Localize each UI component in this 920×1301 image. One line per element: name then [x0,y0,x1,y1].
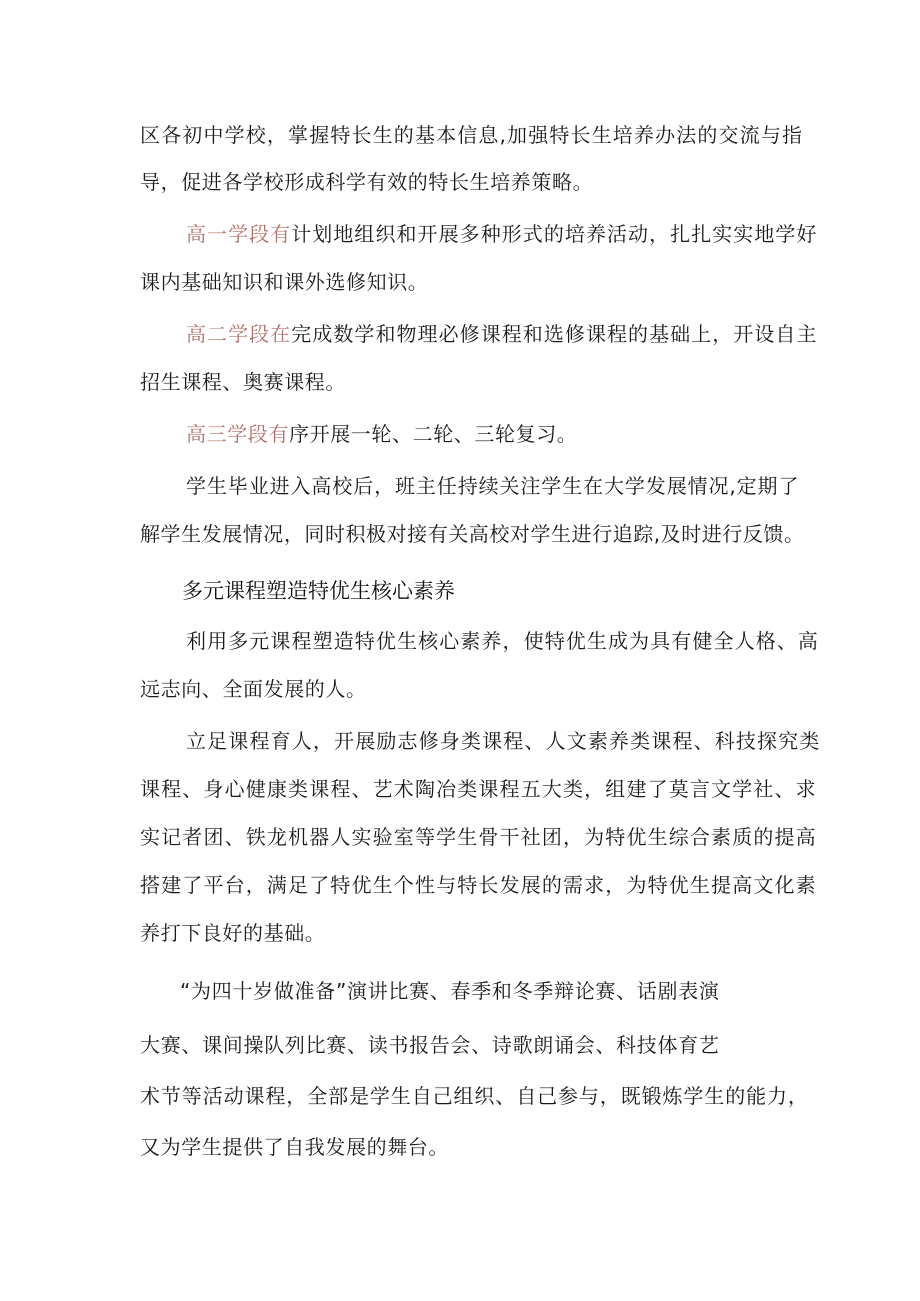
paragraph-line: 学生毕业进入高校后，班主任持续关注学生在大学发展情况,定期了 [186,474,800,498]
paragraph-line: “为四十岁做准备”演讲比赛、春季和冬季辩论赛、话剧表演 [180,979,720,1003]
paragraph-line: 又为学生提供了自我发展的舞台。 [140,1135,449,1159]
paragraph-line: 实记者团、铁龙机器人实验室等学生骨干社团，为特优生综合素质的提高 [140,825,817,849]
highlighted-phrase: 高三学段有 [186,422,289,446]
highlighted-phrase: 高一学段有 [186,222,292,246]
paragraph-line: 课内基础知识和课外选修知识。 [140,270,429,294]
paragraph-line: 区各初中学校，掌握特长生的基本信息,加强特长生培养办法的交流与指 [140,123,804,147]
paragraph-line: 立足课程育人，开展励志修身类课程、人文素养类课程、科技探究类 [186,729,821,753]
paragraph-line: 课程、身心健康类课程、艺术陶冶类课程五大类，组建了莫言文学社、求 [140,777,817,801]
paragraph-text: 计划地组织和开展多种形式的培养活动，扎扎实实地学好 [291,222,818,246]
paragraph-text: 完成数学和物理必修课程和选修课程的基础上，开设自主 [291,322,818,346]
paragraph-line: 招生课程、奥赛课程。 [140,370,346,394]
paragraph-line [186,320,818,348]
paragraph-line: 搭建了平台，满足了特优生个性与特长发展的需求，为特优生提高文化素 [140,873,817,897]
paragraph-line: 远志向、全面发展的人。 [140,677,367,701]
paragraph-line: 大赛、课间操队列比赛、读书报告会、诗歌朗诵会、科技体育艺 [140,1033,720,1057]
paragraph-line: 养打下良好的基础。 [140,921,326,945]
paragraph-line: 利用多元课程塑造特优生核心素养，使特优生成为具有健全人格、高 [186,629,819,653]
paragraph-line [186,420,577,448]
paragraph-line: 导，促进各学校形成科学有效的特长生培养策略。 [140,170,594,194]
paragraph-line: 解学生发展情况，同时积极对接有关高校对学生进行追踪,及时进行反馈。 [140,522,805,546]
paragraph-text: 序开展一轮、二轮、三轮复习。 [289,422,578,446]
section-heading: 多元课程塑造特优生核心素养 [182,579,455,603]
highlighted-phrase: 高二学段在 [186,322,292,346]
paragraph-line [186,220,818,248]
paragraph-line: 术节等活动课程，全部是学生自己组织、自己参与，既锻炼学生的能力， [140,1084,809,1108]
